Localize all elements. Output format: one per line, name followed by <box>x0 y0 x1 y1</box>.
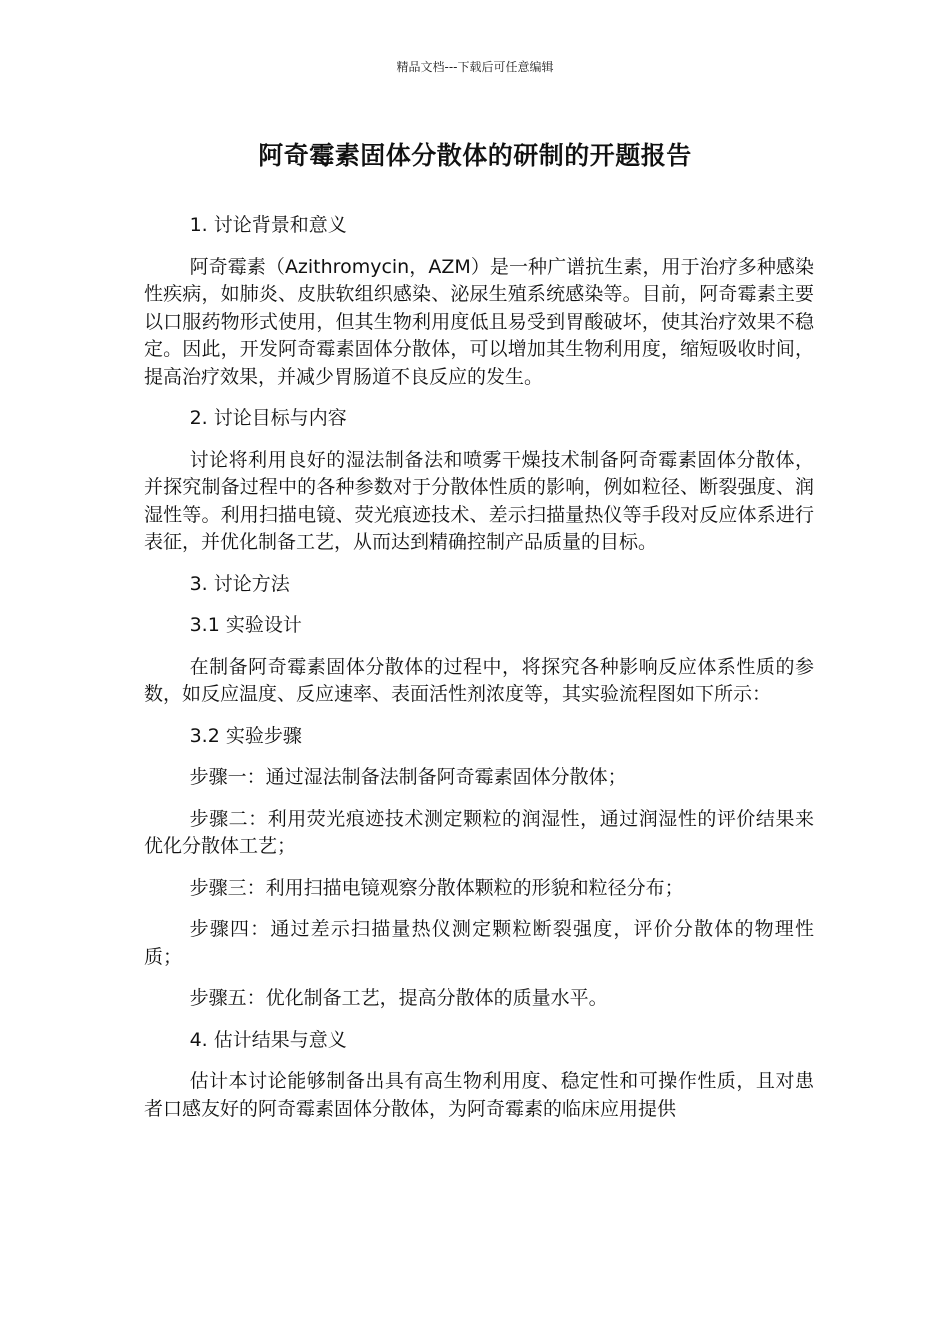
section-heading-background: 1. 讨论背景和意义 <box>189 214 347 236</box>
step-five: 步骤五：优化制备工艺，提高分散体的质量水平。 <box>189 987 608 1009</box>
page-header: 精品文档---下载后可任意编辑 <box>396 60 554 74</box>
section-heading-expected-results: 4. 估计结果与意义 <box>189 1028 347 1051</box>
step-four: 步骤四：通过差示扫描量热仪测定颗粒断裂强度，评价分散体的物理性质； <box>144 918 814 968</box>
section-heading-methods: 3. 讨论方法 <box>189 572 290 595</box>
step-three: 步骤三：利用扫描电镜观察分散体颗粒的形貌和粒径分布； <box>189 876 684 899</box>
document-title: 阿奇霉素固体分散体的研制的开题报告 <box>258 141 692 170</box>
paragraph-goals: 讨论将利用良好的湿法制备法和喷雾干燥技术制备阿奇霉素固体分散体，并探究制备过程中的各种参数对于分散体性质的影响，例如粒径、断裂强度、润湿性等。利用扫描电镜、荧光痕迹技术、差示扫描量热仪等手段对反应体系进行表征，并优化制备工艺，从而达到精确控制产品质量的目标。 <box>144 448 814 553</box>
subsection-heading-design: 3.1 实验设计 <box>189 614 302 636</box>
subsection-heading-steps: 3.2 实验步骤 <box>189 724 302 747</box>
section-heading-goals: 2. 讨论目标与内容 <box>189 407 347 429</box>
step-two: 步骤二：利用荧光痕迹技术测定颗粒的润湿性，通过润湿性的评价结果来优化分散体工艺； <box>144 807 814 857</box>
paragraph-design: 在制备阿奇霉素固体分散体的过程中，将探究各种影响反应体系性质的参数，如反应温度、反应速率、表面活性剂浓度等，其实验流程图如下所示： <box>144 655 814 705</box>
step-one: 步骤一：通过湿法制备法制备阿奇霉素固体分散体； <box>189 766 627 788</box>
document-body <box>144 212 814 1137</box>
paragraph-expected-results: 估计本讨论能够制备出具有高生物利用度、稳定性和可操作性质，且对患者口感友好的阿奇霉素固体分散体，为阿奇霉素的临床应用提供 <box>144 1070 814 1120</box>
paragraph-background: 阿奇霉素（Azithromycin，AZM）是一种广谱抗生素，用于治疗多种感染性疾病，如肺炎、皮肤软组织感染、泌尿生殖系统感染等。目前，阿奇霉素主要以口服药物形式使用，但其生物利用度低且易受到胃酸破坏，使其治疗效果不稳定。因此，开发阿奇霉素固体分散体，可以增加其生物利用度，缩短吸收时间，提高治疗效果，并减少胃肠道不良反应的发生。 <box>144 255 814 388</box>
